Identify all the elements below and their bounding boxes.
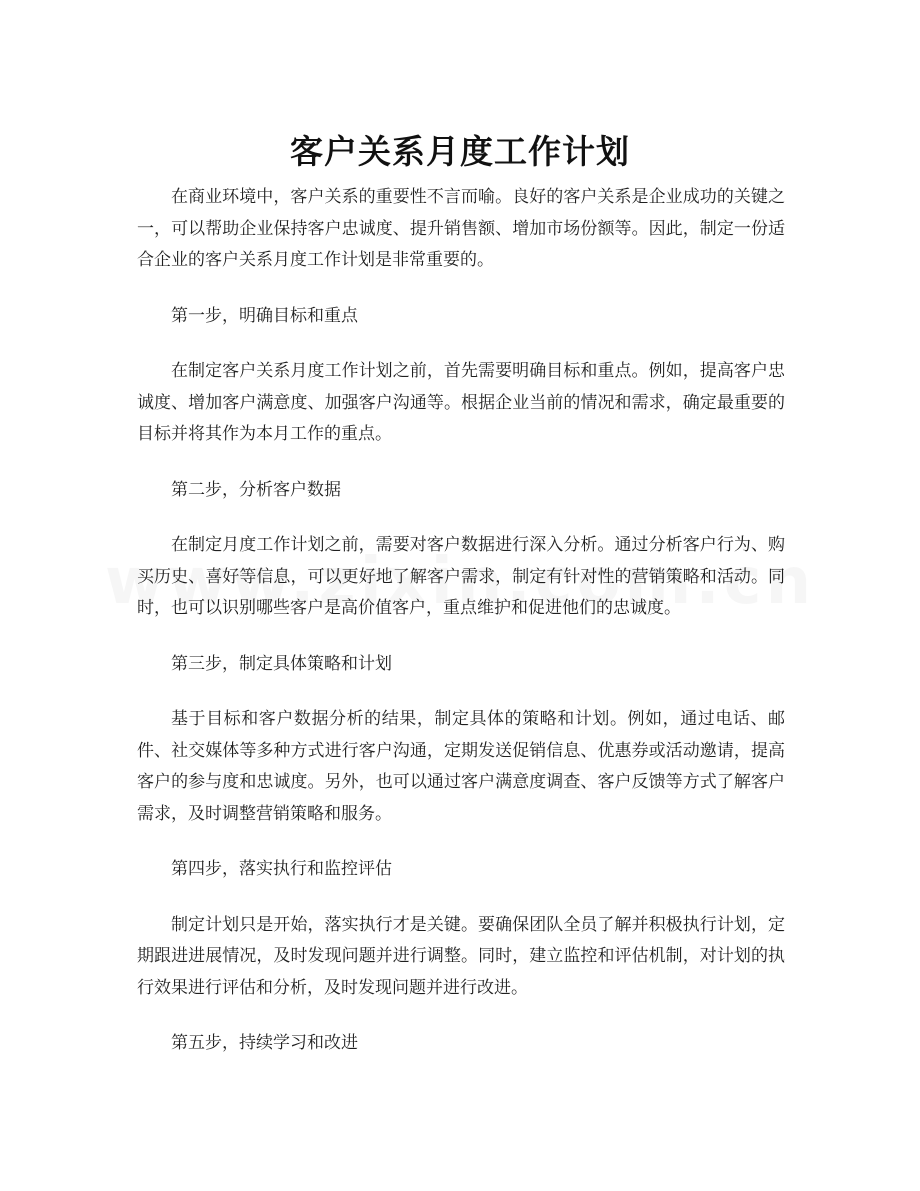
document-title: 客户关系月度工作计划 [290,132,630,172]
paragraph-step-3: 基于目标和客户数据分析的结果，制定具体的策略和计划。例如，通过电话、邮件、社交媒体等多种方式进行客户沟通，定期发送促销信息、优惠券或活动邀请，提高客户的参与度和忠诚度。另外，也可以通过客户满意度调查、客户反馈等方式了解客户需求，及时调整营销策略和服务。 [137,709,785,824]
paragraph-step-1: 在制定客户关系月度工作计划之前，首先需要明确目标和重点。例如，提高客户忠诚度、增加客户满意度、加强客户沟通等。根据企业当前的情况和需求，确定最重要的目标并将其作为本月工作的重点。 [137,361,785,444]
paragraph-intro: 在商业环境中，客户关系的重要性不言而喻。良好的客户关系是企业成功的关键之一，可以帮助企业保持客户忠诚度、提升销售额、增加市场份额等。因此，制定一份适合企业的客户关系月度工作计划是非常重要的。 [137,187,785,270]
step-heading-5: 第五步，持续学习和改进 [171,1033,358,1053]
paragraph-step-2: 在制定月度工作计划之前，需要对客户数据进行深入分析。通过分析客户行为、购买历史、喜好等信息，可以更好地了解客户需求，制定有针对性的营销策略和活动。同时，也可以识别哪些客户是高价值客户，重点维护和促进他们的忠诚度。 [137,535,785,618]
step-heading-2: 第二步，分析客户数据 [171,479,341,500]
document-body [137,182,785,1084]
step-heading-1: 第一步，明确目标和重点 [171,305,358,326]
step-heading-4: 第四步，落实执行和监控评估 [171,859,392,879]
paragraph-step-4: 制定计划只是开始，落实执行才是关键。要确保团队全员了解并积极执行计划，定期跟进进展情况，及时发现问题并进行调整。同时，建立监控和评估机制，对计划的执行效果进行评估和分析，及时发现问题并进行改进。 [137,914,785,998]
step-heading-3: 第三步，制定具体策略和计划 [171,653,392,674]
